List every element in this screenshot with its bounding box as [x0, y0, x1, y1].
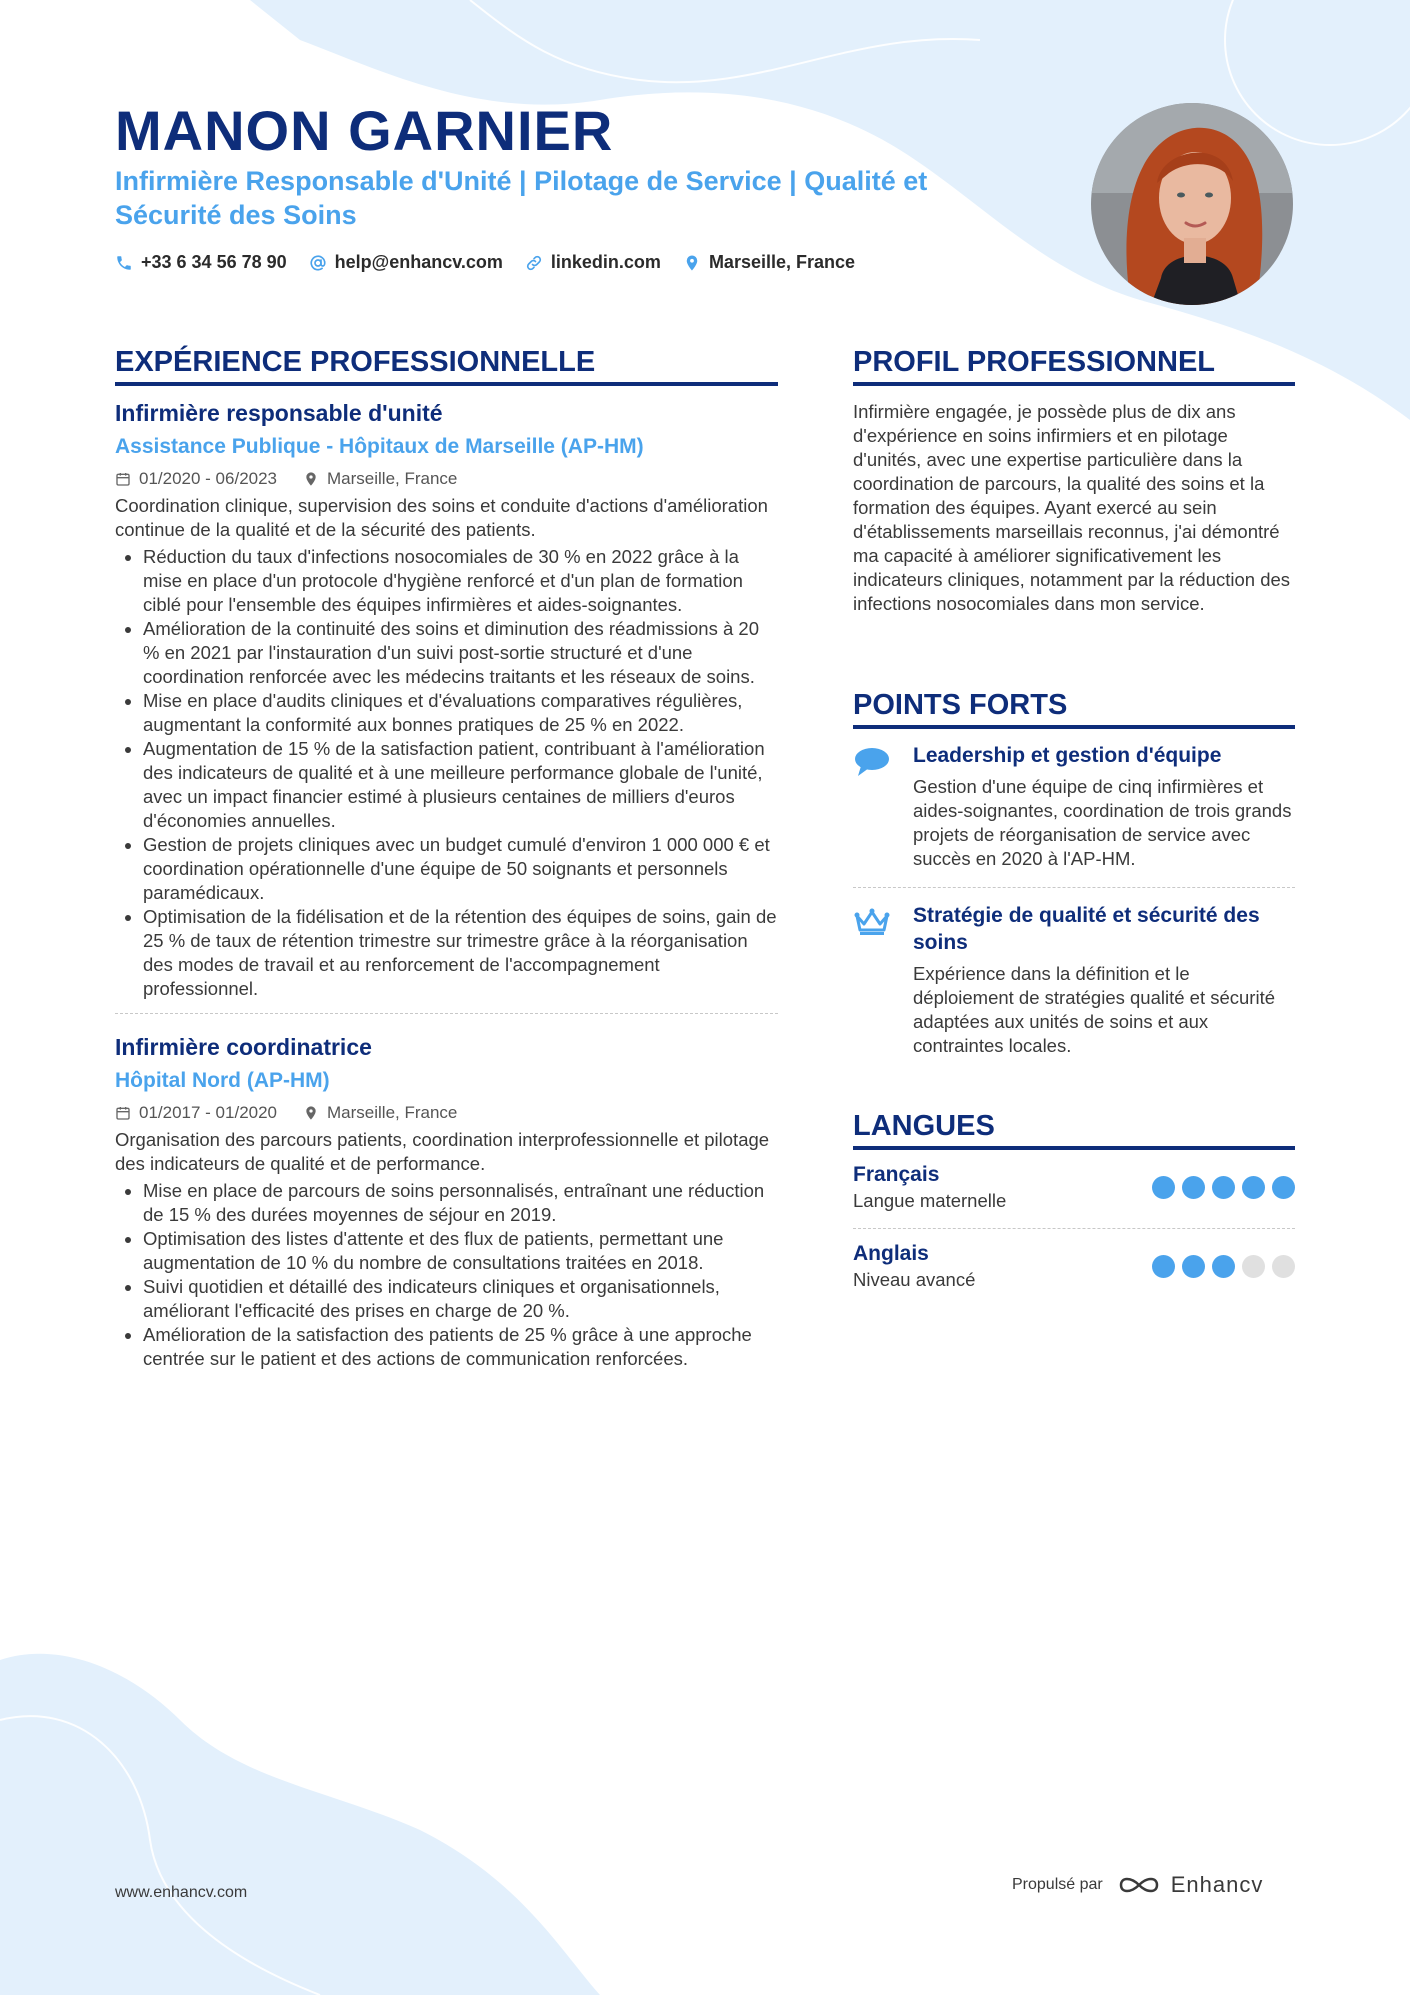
strength-description: Gestion d'une équipe de cinq infirmières et aides-soignantes, coordination de trois grands projets de réorganisation de service avec succès en 2020 à l'AP-HM.: [913, 776, 1292, 869]
proficiency-dots: [1152, 1176, 1295, 1199]
brand-logo[interactable]: [1117, 1872, 1264, 1898]
location-pin-icon: [303, 1105, 319, 1121]
company-name: Assistance Publique - Hôpitaux de Marseille (AP-HM): [115, 435, 644, 458]
job-entry: [115, 398, 778, 1001]
language-level: Niveau avancé: [853, 1269, 976, 1290]
proficiency-dot-filled: [1272, 1176, 1295, 1199]
calendar-icon: [115, 1105, 131, 1121]
language-level: Langue maternelle: [853, 1190, 1007, 1211]
contact-linkedin[interactable]: [525, 252, 661, 273]
at-icon: [309, 254, 327, 272]
language-name: Anglais: [853, 1242, 929, 1265]
achievement-item: • Augmentation de 15 % de la satisfaction patient, contribuant à l'amélioration des indicateurs de qualité et à une meilleure performance globale de l'unité, avec un impact financier estimé à plusieurs centaines de milliers d'euros d'économies annuelles.: [143, 737, 778, 833]
phone-icon: [115, 254, 133, 272]
crown-icon: [853, 906, 891, 938]
achievement-item: • Optimisation des listes d'attente et des flux de patients, permettant une augmentation de 10 % du nombre de consultations traitées en 2018.: [143, 1227, 778, 1275]
speech-bubble-icon: [853, 746, 891, 778]
achievement-item: • Mise en place d'audits cliniques et d'évaluations comparatives régulières, augmentant la conformité aux bonnes pratiques de 25 % en 2022.: [143, 689, 778, 737]
proficiency-dot-empty: [1242, 1255, 1265, 1278]
experience-section-title: EXPÉRIENCE PROFESSIONNELLE: [115, 344, 778, 386]
achievement-item: • Mise en place de parcours de soins personnalisés, entraînant une réduction de 15 % des durées moyennes de séjour en 2019.: [143, 1179, 778, 1227]
strengths-section-title: POINTS FORTS: [853, 687, 1295, 729]
company-name: Hôpital Nord (AP-HM): [115, 1069, 330, 1092]
candidate-name: MANON GARNIER: [115, 99, 614, 162]
linkedin-text: linkedin.com: [550, 252, 661, 272]
contact-phone[interactable]: [115, 252, 287, 273]
achievement-list: [115, 1179, 778, 1371]
location-pin-icon: [303, 471, 319, 487]
languages-list: [853, 1162, 1295, 1293]
strength-title: Leadership et gestion d'équipe: [913, 744, 1222, 767]
achievement-item: • Amélioration de la continuité des soins et diminution des réadmissions à 20 % en 2021 par l'instauration d'un suivi post-sortie structuré et d'une coordination renforcée avec les médecins traitants et les réseaux de soins.: [143, 617, 778, 689]
experience-list: [115, 398, 778, 1371]
profile-photo: [1091, 103, 1293, 305]
proficiency-dot-filled: [1182, 1176, 1205, 1199]
proficiency-dot-filled: [1182, 1255, 1205, 1278]
job-entry: [115, 1032, 778, 1371]
proficiency-dot-filled: [1152, 1176, 1175, 1199]
profile-text: Infirmière engagée, je possède plus de dix ans d'expérience en soins infirmiers et en pilotage d'unités, avec une expertise particulière dans la coordination de parcours, la qualité des soins et la formation des équipes. Ayant exercé au sein d'établissements marseillais reconnus, j'ai démontré ma capacité à améliorer significativement les indicateurs cliniques, notamment par la réduction des infections nosocomiales dans mon service.: [853, 401, 1291, 614]
language-item: [853, 1241, 1295, 1293]
enhancv-logo-icon: [1117, 1873, 1161, 1897]
strength-item: [853, 742, 1295, 871]
phone-text: +33 6 34 56 78 90: [141, 252, 287, 272]
job-title: Infirmière coordinatrice: [115, 1034, 372, 1060]
strength-title: Stratégie de qualité et sécurité des soins: [913, 904, 1260, 954]
footer-branding: [1012, 1872, 1263, 1898]
achievement-item: • Gestion de projets cliniques avec un budget cumulé d'environ 1 000 000 € et coordination opérationnelle d'une équipe de 50 soignants et personnels paramédicaux.: [143, 833, 778, 905]
headline: Infirmière Responsable d'Unité | Pilotage de Service | Qualité et Sécurité des Soins: [115, 166, 928, 230]
job-dates: 01/2020 - 06/2023: [139, 469, 278, 488]
footer-website[interactable]: www.enhancv.com: [115, 1884, 248, 1901]
job-meta: [115, 1102, 778, 1124]
divider: [853, 887, 1295, 888]
email-text: help@enhancv.com: [334, 252, 503, 272]
location-pin-icon: [683, 254, 701, 272]
job-location: Marseille, France: [327, 469, 458, 488]
job-meta: [115, 468, 778, 490]
job-summary: Organisation des parcours patients, coordination interprofessionnelle et pilotage des indicateurs de qualité et de performance.: [115, 1129, 770, 1174]
divider: [853, 1228, 1295, 1229]
calendar-icon: [115, 471, 131, 487]
profile-section-title: PROFIL PROFESSIONNEL: [853, 344, 1295, 386]
proficiency-dots: [1152, 1255, 1295, 1278]
strength-item: [853, 902, 1295, 1058]
strengths-list: [853, 742, 1295, 1058]
contact-location: [683, 252, 855, 273]
language-item: [853, 1162, 1295, 1214]
achievement-item: • Optimisation de la fidélisation et de la rétention des équipes de soins, gain de 25 % de taux de rétention trimestre sur trimestre grâce à la réorganisation des modes de travail et au renforcement de l'accompagnement professionnel.: [143, 905, 778, 1001]
contact-email[interactable]: [309, 252, 503, 273]
job-dates: 01/2017 - 01/2020: [139, 1103, 278, 1122]
proficiency-dot-filled: [1212, 1176, 1235, 1199]
divider: [115, 1013, 778, 1014]
proficiency-dot-filled: [1152, 1255, 1175, 1278]
achievement-item: • Réduction du taux d'infections nosocomiales de 30 % en 2022 grâce à la mise en place d'un protocole d'hygiène renforcé et d'un plan de formation ciblé pour l'ensemble des équipes infirmières et aides-soignantes.: [143, 545, 778, 617]
brand-name: Enhancv: [1170, 1872, 1264, 1897]
link-icon: [525, 254, 543, 272]
achievement-list: [115, 545, 778, 1001]
achievement-item: • Suivi quotidien et détaillé des indicateurs cliniques et organisationnels, améliorant l'efficacité des prises en charge de 20 %.: [143, 1275, 778, 1323]
language-name: Français: [853, 1163, 940, 1186]
job-title: Infirmière responsable d'unité: [115, 400, 443, 426]
location-text: Marseille, France: [708, 252, 856, 272]
proficiency-dot-empty: [1272, 1255, 1295, 1278]
job-location: Marseille, France: [327, 1103, 458, 1122]
proficiency-dot-filled: [1242, 1176, 1265, 1199]
powered-by-label: Propulsé par: [1012, 1876, 1103, 1893]
strength-description: Expérience dans la définition et le déploiement de stratégies qualité et sécurité adaptées aux unités de soins et aux contraintes locales.: [913, 963, 1275, 1056]
achievement-item: • Amélioration de la satisfaction des patients de 25 % grâce à une approche centrée sur le patient et des actions de communication renforcées.: [143, 1323, 778, 1371]
languages-section-title: LANGUES: [853, 1108, 1295, 1150]
proficiency-dot-filled: [1212, 1255, 1235, 1278]
contact-bar: [115, 252, 855, 273]
job-summary: Coordination clinique, supervision des soins et conduite d'actions d'amélioration continue de la qualité et de la sécurité des patients.: [115, 495, 768, 540]
